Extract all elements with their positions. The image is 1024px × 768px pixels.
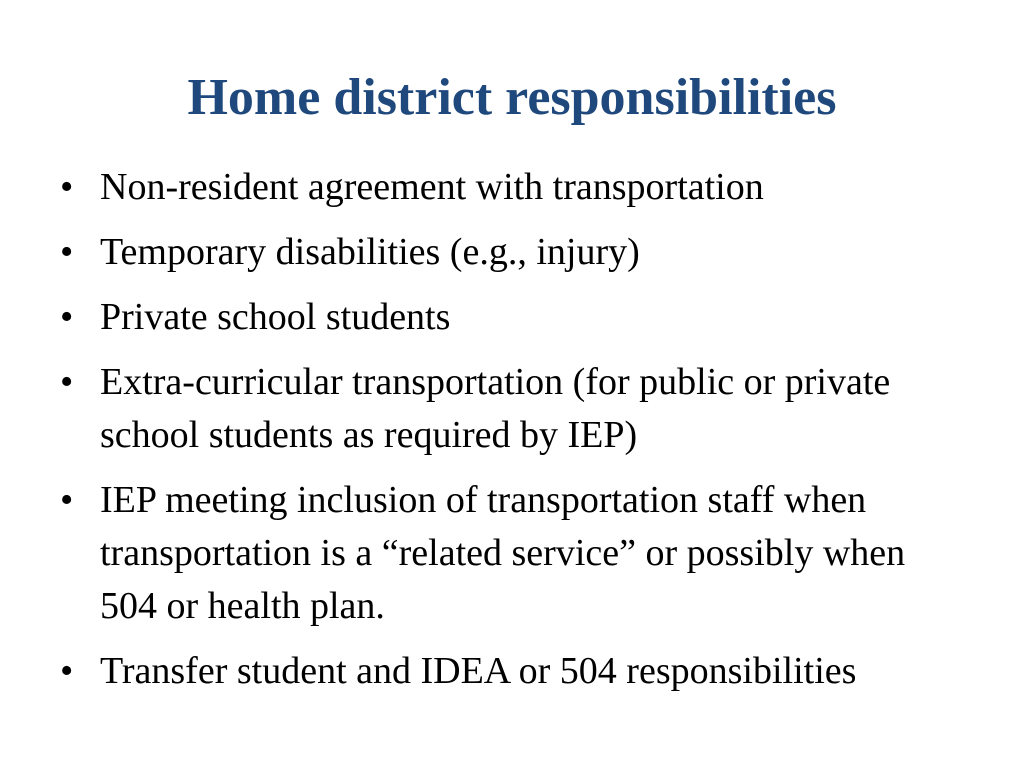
bullet-icon: •: [60, 650, 74, 692]
bullet-icon: •: [60, 231, 74, 273]
bullet-icon: •: [60, 361, 74, 403]
bullet-text: IEP meeting inclusion of transportation staff when transportation is a “related service” or possibly when 504 or health plan.: [100, 479, 906, 627]
bullet-text: Transfer student and IDEA or 504 responsibilities: [100, 650, 857, 692]
bullet-item: [60, 645, 940, 698]
bullet-text: Private school students: [100, 296, 451, 338]
bullet-item: [60, 356, 940, 462]
bullet-icon: •: [60, 479, 74, 521]
bullet-icon: •: [60, 166, 74, 208]
bullet-item: [60, 226, 940, 279]
bullet-text: Non-resident agreement with transportation: [100, 166, 764, 208]
bullet-text: Temporary disabilities (e.g., injury): [100, 231, 640, 273]
bullet-item: [60, 291, 940, 344]
slide-title: Home district responsibilities: [187, 69, 837, 126]
bullet-item: [60, 161, 940, 214]
bullet-text: Extra-curricular transportation (for public or private school students as required by IEP): [100, 361, 891, 456]
bullet-item: [60, 474, 940, 633]
bullet-icon: •: [60, 296, 74, 338]
bullet-list: [60, 161, 940, 710]
